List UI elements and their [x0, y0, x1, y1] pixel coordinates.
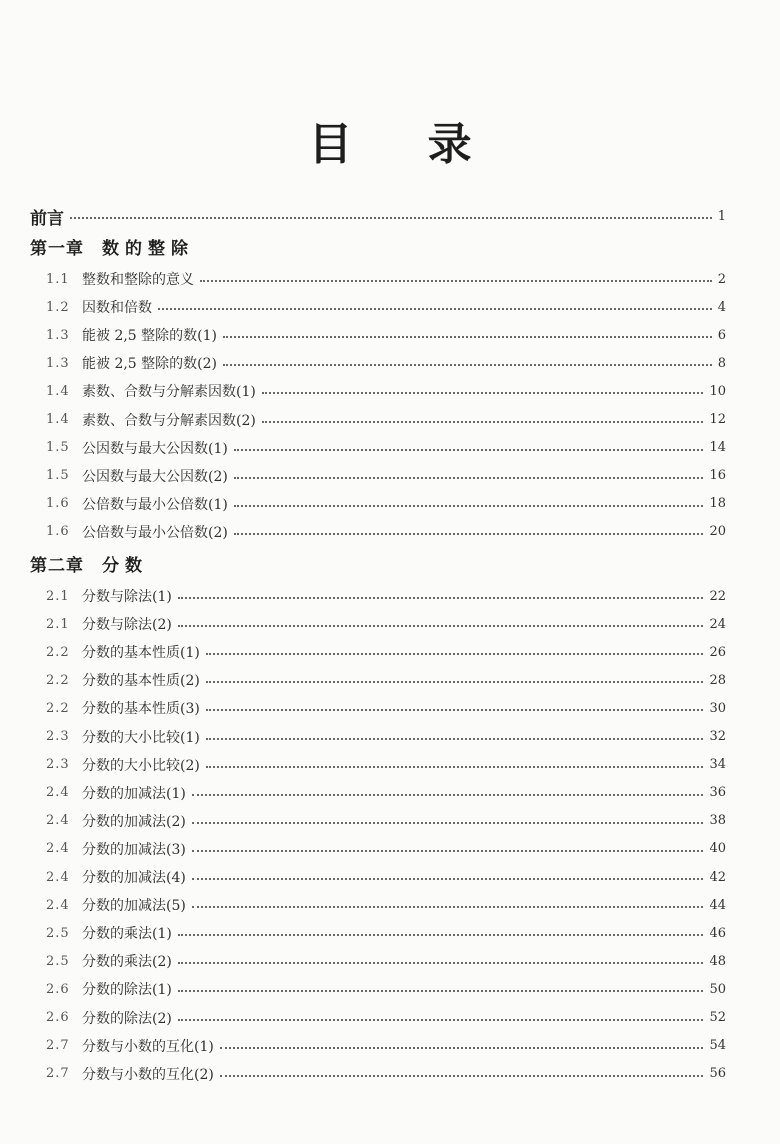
toc-entry-title: 分数与小数的互化(1)	[82, 1038, 214, 1055]
toc-entry-title: 素数、合数与分解素因数(2)	[82, 412, 256, 429]
toc-entry	[0, 407, 780, 433]
toc-page-number: 30	[709, 700, 726, 716]
toc-section-number: 1.4	[46, 412, 70, 427]
toc-page-number: 54	[709, 1038, 726, 1054]
dot-leader	[234, 533, 704, 535]
toc-section-number: 1.3	[46, 327, 70, 343]
toc-page-number: 50	[709, 981, 726, 997]
toc-entry	[0, 892, 780, 918]
toc-section-number: 2.4	[46, 813, 70, 829]
toc-entry	[0, 808, 780, 834]
toc-entry	[0, 1033, 780, 1059]
toc-entry-title: 分数与除法(1)	[82, 589, 172, 605]
dot-leader	[178, 625, 704, 627]
toc-section-number: 1.5	[46, 440, 70, 456]
toc-entry-title: 分数的加减法(5)	[82, 898, 186, 915]
dot-leader	[220, 1047, 704, 1049]
toc-entry	[0, 724, 780, 750]
toc-entry	[0, 583, 780, 609]
dot-leader	[192, 878, 704, 880]
toc-entry	[0, 294, 780, 320]
toc-entry-title: 公因数与最大公因数(2)	[82, 468, 228, 485]
toc-entry	[0, 491, 780, 517]
toc-section-number: 1.6	[46, 524, 70, 540]
page-title: 目 录	[308, 119, 502, 170]
dot-leader	[178, 597, 704, 599]
toc-entry	[0, 667, 780, 693]
toc-section-number: 1.3	[46, 355, 70, 371]
toc-page-number: 18	[709, 496, 726, 512]
toc-page-number: 52	[709, 1010, 726, 1025]
toc-page-number: 46	[709, 925, 726, 941]
toc-entry	[0, 864, 780, 890]
toc-entry	[0, 322, 780, 348]
toc-section-number: 1.2	[46, 299, 70, 315]
toc-section-number: 1.6	[46, 496, 70, 512]
toc-entry-title: 能被 2,5 整除的数(1)	[82, 328, 217, 345]
dot-leader	[158, 308, 712, 310]
toc-entry-title: 分数与除法(2)	[82, 617, 172, 634]
toc-entry-title: 公倍数与最小公倍数(2)	[82, 524, 228, 541]
toc-entry-title: 分数的基本性质(1)	[82, 645, 200, 662]
toc-page-number: 26	[709, 644, 726, 660]
toc-entry-title: 分数的除法(2)	[82, 1010, 172, 1027]
toc-entry	[0, 266, 780, 292]
dot-leader	[206, 709, 704, 711]
toc-page-number: 20	[709, 524, 726, 540]
toc-section-number: 2.4	[46, 897, 70, 913]
toc-section-number: 2.4	[46, 869, 70, 885]
dot-leader	[200, 280, 712, 282]
toc-entry	[0, 752, 780, 778]
toc-entry	[0, 836, 780, 862]
toc-page-number: 36	[709, 785, 726, 801]
dot-leader	[262, 421, 704, 423]
toc-page-number: 28	[709, 672, 726, 688]
toc-section-number: 2.3	[46, 757, 70, 773]
toc-page-number: 24	[709, 616, 726, 632]
toc-page-number: 56	[709, 1066, 726, 1082]
toc-entry-title: 公倍数与最小公倍数(1)	[82, 496, 228, 513]
toc-page-number: 22	[709, 588, 726, 604]
toc-preface	[0, 203, 780, 229]
dot-leader	[192, 850, 704, 852]
toc-page-number: 44	[709, 897, 726, 913]
chapter-title: 分数	[102, 555, 148, 576]
toc-section-number: 2.2	[46, 672, 70, 688]
toc-entry	[0, 976, 780, 1002]
toc-entry	[0, 920, 780, 946]
toc-entry	[0, 780, 780, 806]
toc-entry	[0, 695, 780, 721]
toc-entry-title: 分数的加减法(2)	[82, 813, 186, 830]
toc-section-number: 2.5	[46, 925, 70, 941]
toc-chapter-heading	[0, 550, 780, 576]
toc-entry-title: 公因数与最大公因数(1)	[82, 440, 228, 457]
dot-leader	[178, 934, 704, 936]
toc-section-number: 2.6	[46, 981, 70, 997]
toc-entry-title: 分数的基本性质(2)	[82, 673, 200, 690]
dot-leader	[234, 449, 704, 451]
toc-page-number: 40	[709, 841, 726, 857]
toc-section-number: 1.5	[46, 468, 70, 484]
toc-page-number: 4	[717, 299, 726, 315]
toc-entry-title: 素数、合数与分解素因数(1)	[82, 384, 256, 401]
toc-section-number: 2.2	[46, 644, 70, 660]
toc-section-number: 2.4	[46, 841, 70, 857]
dot-leader	[70, 217, 712, 219]
toc-entry	[0, 519, 780, 545]
dot-leader	[192, 906, 704, 908]
chapter-heading	[30, 551, 148, 576]
dot-leader	[206, 738, 704, 740]
toc-entry-title: 分数的乘法(2)	[82, 954, 172, 971]
toc-section-number: 1.1	[46, 271, 70, 287]
dot-leader	[220, 1075, 704, 1077]
toc-entry-title: 整数和整除的意义	[82, 272, 194, 288]
toc-page-number: 34	[709, 757, 726, 773]
toc-entry-title: 能被 2,5 整除的数(2)	[82, 356, 217, 373]
toc-preface-label: 前言	[30, 208, 64, 229]
toc-page-number: 38	[709, 813, 726, 829]
dot-leader	[206, 681, 704, 683]
toc-entry	[0, 639, 780, 665]
toc-page-number: 14	[709, 440, 726, 456]
chapter-title: 数的整除	[102, 238, 194, 259]
dot-leader	[192, 794, 704, 796]
toc-entry	[0, 1061, 780, 1087]
dot-leader	[262, 392, 704, 394]
toc-page-number: 32	[709, 729, 726, 744]
toc-entry-title: 分数的基本性质(3)	[82, 701, 200, 718]
dot-leader	[192, 822, 704, 824]
toc-entry-title: 分数的大小比较(2)	[82, 757, 200, 774]
toc-page-number: 2	[717, 271, 726, 287]
toc-page-number: 1	[717, 208, 726, 224]
toc-entry-title: 分数的加减法(1)	[82, 785, 186, 802]
dot-leader	[234, 477, 704, 479]
toc-entry	[0, 1005, 780, 1031]
toc-chapter-heading	[0, 233, 780, 259]
toc-entry-title: 分数的加减法(4)	[82, 870, 186, 886]
toc-entry	[0, 463, 780, 489]
toc-entry-title: 分数与小数的互化(2)	[82, 1066, 214, 1083]
dot-leader	[178, 990, 704, 992]
toc-entry-title: 分数的大小比较(1)	[82, 729, 200, 746]
toc-page-number: 10	[709, 383, 726, 399]
toc-section-number: 2.2	[46, 700, 70, 716]
dot-leader	[206, 653, 704, 655]
toc-page-number: 6	[717, 327, 726, 343]
toc-section-number: 2.1	[46, 588, 70, 604]
toc-section-number: 1.4	[46, 383, 70, 399]
dot-leader	[206, 766, 704, 768]
toc-section-number: 2.6	[46, 1010, 70, 1025]
toc-section-number: 2.5	[46, 953, 70, 969]
toc-entry	[0, 611, 780, 637]
dot-leader	[178, 962, 704, 964]
chapter-label: 第二章	[30, 555, 84, 576]
toc-page-number: 8	[717, 355, 726, 371]
toc-entry	[0, 378, 780, 404]
toc-entry-title: 分数的加减法(3)	[82, 841, 186, 858]
chapter-label: 第一章	[30, 238, 84, 259]
toc-page-number: 12	[709, 412, 726, 427]
chapter-heading	[30, 234, 194, 259]
toc-entry	[0, 435, 780, 461]
toc-section-number: 2.7	[46, 1066, 70, 1082]
toc-page-number: 48	[709, 953, 726, 969]
toc-entry	[0, 948, 780, 974]
toc-page-number: 42	[709, 869, 726, 885]
toc-section-number: 2.3	[46, 729, 70, 744]
dot-leader	[223, 364, 712, 366]
toc-page-number: 16	[709, 468, 726, 484]
toc-section-number: 2.1	[46, 616, 70, 632]
toc-section-number: 2.4	[46, 785, 70, 801]
dot-leader	[234, 505, 704, 507]
dot-leader	[223, 336, 712, 338]
toc-entry-title: 分数的除法(1)	[82, 982, 172, 999]
dot-leader	[178, 1019, 704, 1021]
toc-entry-title: 因数和倍数	[82, 300, 152, 317]
toc-entry	[0, 350, 780, 376]
toc-section-number: 2.7	[46, 1038, 70, 1054]
toc-entry-title: 分数的乘法(1)	[82, 926, 172, 943]
